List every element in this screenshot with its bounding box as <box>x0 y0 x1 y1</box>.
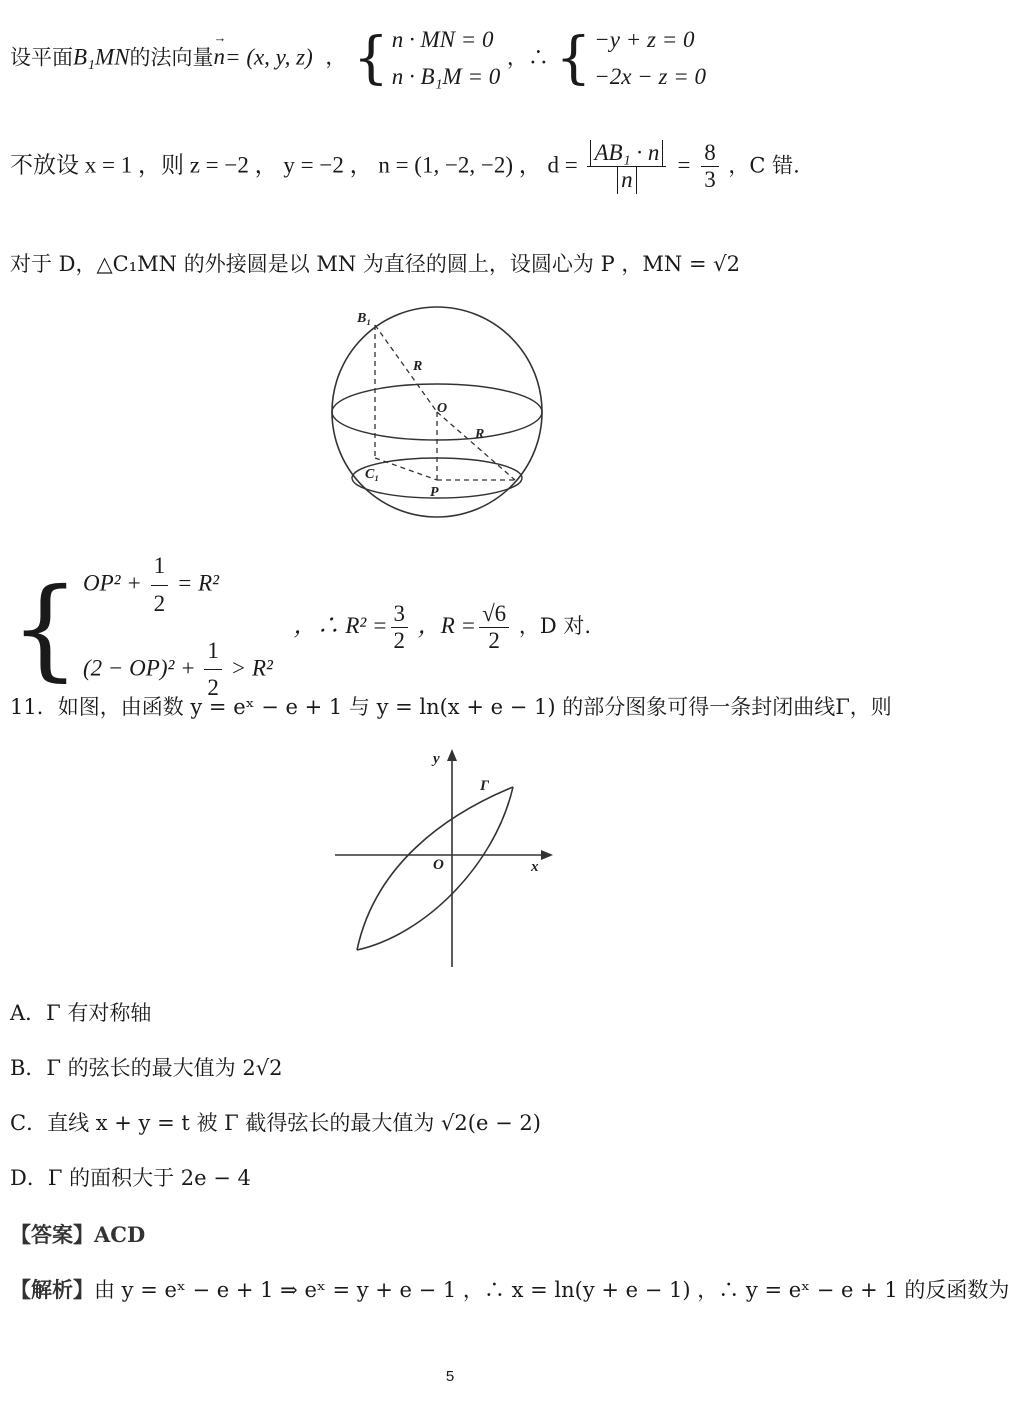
option-c: C．直线 x + y = t 被 Γ 截得弦长的最大值为 √2(e − 2) <box>10 1111 541 1135</box>
circumcircle-text: 对于 D，△C₁MN 的外接圆是以 MN 为直径的圆上，设圆心为 P ，MN = √2 <box>10 252 740 276</box>
system-2-eq1: −y + z = 0 <box>594 27 695 52</box>
plane-name: B₁MN <box>73 44 130 70</box>
radius-eq-1: OP² + $\frac{1}{2}$ = R² <box>83 548 273 623</box>
distance-frac-den: n <box>617 167 637 193</box>
distance-value: $\frac{8}{3}$ <box>701 140 719 194</box>
line-radius-system: { OP² + $\frac{1}{2}$ = R² (2 − OP)² + $\frac{1}{2}$ > R² ，∴ R² = $\frac{3}{2}$ ，R = $\frac{√6}{2}$ ，D 对. <box>10 548 591 707</box>
label-r-1: R <box>413 359 423 374</box>
distance-text: 不放设 x = 1 ，则 z = −2 ， y = −2 ， n = (1, −2, −2) ， d = <box>10 152 578 178</box>
line-normal-vector: 设平面B₁MN的法向量→ n= (x, y, z) ， { n · MN = 0 n · B₁M = 0 ，∴ { −y + z = 0 −2x − z = 0 <box>10 22 706 96</box>
radius-result-2: ，R = $\frac{√6}{2}$ <box>418 613 512 638</box>
analysis-line <box>10 1277 1009 1303</box>
radius-result-1: ，∴ R² = $\frac{3}{2}$ <box>294 613 411 638</box>
answer-value: ACD <box>94 1222 146 1247</box>
conclusion-d: ，D 对. <box>518 614 592 639</box>
line-distance: 不放设 x = 1 ，则 z = −2 ， y = −2 ， n = (1, −2, −2) ， d = $\frac{\text{AB₁ · n}}{n}$ = $\frac{8}{3}$ ，C 错. <box>10 140 800 193</box>
label-c1: C₁ <box>365 467 380 482</box>
distance-frac-num: AB₁ · n <box>590 140 663 166</box>
label-p: P <box>430 485 439 500</box>
option-a: A．Γ 有对称轴 <box>10 1001 152 1025</box>
text-mid: 的法向量 <box>129 45 214 70</box>
option-b: B．Γ 的弦长的最大值为 2√2 <box>10 1056 283 1080</box>
system-2-eq2: −2x − z = 0 <box>594 63 706 89</box>
therefore-1: ，∴ <box>506 45 549 70</box>
system-2: { −y + z = 0 −2x − z = 0 <box>556 22 706 96</box>
system-1-eq2: n · B₁M = 0 <box>391 63 501 89</box>
system-1: { n · MN = 0 n · B₁M = 0 <box>353 22 500 96</box>
analysis-text: 由 y = eˣ − e + 1 ⇒ eˣ = y + e − 1 ，∴ x = ln(y + e − 1) ，∴ y = eˣ − e + 1 的反函数为 <box>94 1278 1009 1302</box>
sphere-figure <box>325 300 555 530</box>
question-11 <box>10 695 892 720</box>
radius-eq-2: (2 − OP)² + $\frac{1}{2}$ > R² <box>83 633 273 708</box>
answer-line <box>10 1222 145 1248</box>
graph-figure <box>335 745 560 970</box>
axis-y-label: y <box>433 751 440 767</box>
answer-tag: 【答案】 <box>10 1222 94 1247</box>
line-circumcircle <box>10 252 740 277</box>
label-o: O <box>437 401 448 416</box>
page-number: 5 <box>445 1368 455 1385</box>
label-b1: B₁ <box>357 311 372 326</box>
axis-x-label: x <box>531 859 539 875</box>
distance-fraction <box>587 140 666 194</box>
option-d: D．Γ 的面积大于 2e − 4 <box>10 1166 251 1190</box>
vector-def: = (x, y, z) <box>225 44 313 70</box>
origin-label: O <box>433 857 444 873</box>
system-1-eq1: n · MN = 0 <box>391 27 494 52</box>
question-11-text: 11．如图，由函数 y = eˣ − e + 1 与 y = ln(x + e − 1) 的部分图象可得一条封闭曲线Γ，则 <box>10 695 892 719</box>
curve-label: Γ <box>480 778 490 794</box>
analysis-tag: 【解析】 <box>10 1277 94 1302</box>
label-r-2: R <box>475 427 485 442</box>
conclusion-c: ，C 错. <box>728 153 800 178</box>
text-pre: 设平面 <box>10 45 73 70</box>
